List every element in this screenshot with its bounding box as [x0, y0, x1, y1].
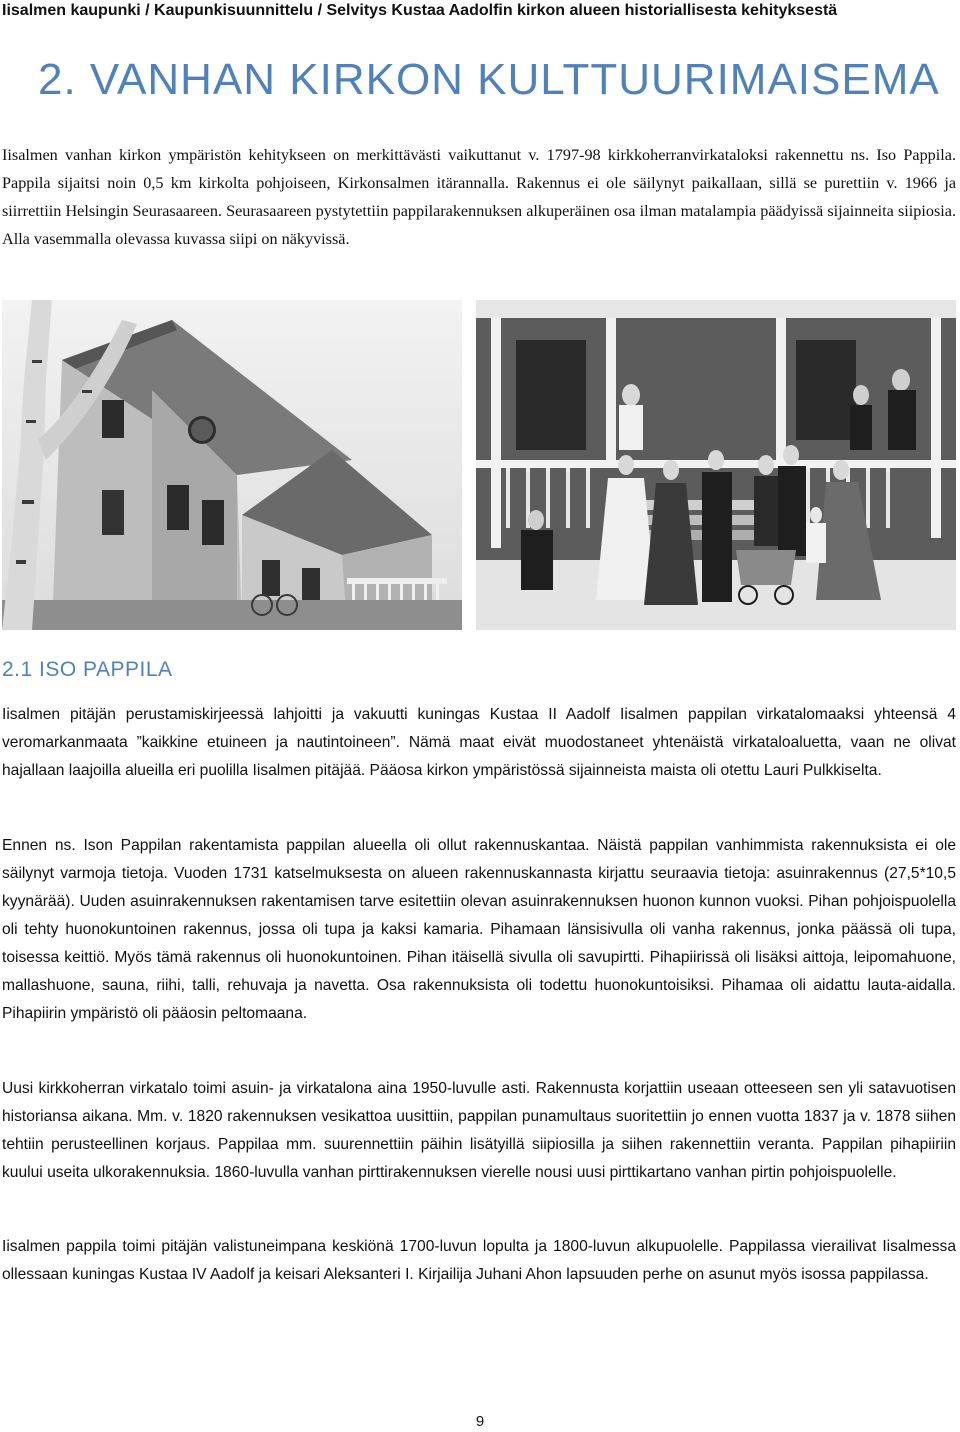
subsection-title: 2.1 ISO PAPPILA — [2, 658, 173, 681]
running-header — [0, 0, 960, 22]
family-photo-graphic — [476, 300, 956, 630]
historical-photo-parsonage-building — [2, 300, 462, 630]
body-paragraph-4: Iisalmen pappila toimi pitäjän valistuneimpana keskiönä 1700-luvun lopulta ja 1800-luvun alkupuolelle. Pappilassa vierailivat Iisalmessa ollessaan kuningas Kustaa IV Aadolf ja keisari Aleksanteri I. Kirjailija Juhani Ahon lapsuuden perhe on asunut myös isossa pappilassa. — [2, 1238, 956, 1283]
body-paragraph-1: Iisalmen pitäjän perustamiskirjeessä lahjoitti ja vakuutti kuningas Kustaa II Aadolf Iisalmen pappilan virkatalomaaksi yhteensä 4 veromarkanmaata ”kaikkine etuineen ja nautintoineen”. Nämä maat eivät muodostaneet yhtenäistä virkataloaluetta, vaan ne olivat hajallaan laajoilla alueilla eri puolilla Iisalmen pitäjää. Pääosa kirkon ympäristössä sijainneista maista oli otettu Lauri Pulkkiselta. — [2, 706, 956, 779]
intro-paragraph: Iisalmen vanhan kirkon ympäristön kehitykseen on merkittävästi vaikuttanut v. 1797-98 kirkkoherranvirkataloksi rakennettu ns. Iso Pappila. Pappila sijaitsi noin 0,5 km kirkolta pohjoiseen, Kirkonsalmen itärannalla. Rakennus ei ole säilynyt paikallaan, sillä se purettiin v. 1966 ja siirrettiin Helsingin Seurasaareen. Seurasaareen pystytettiin pappilarakennuksen alkuperäinen osa ilman matalampia päädyissä sijainneita siipiosia. Alla vasemmalla olevassa kuvassa siipi on näkyvissä. — [2, 146, 956, 248]
running-header-text: Iisalmen kaupunki / Kaupunkisuunnittelu / Selvitys Kustaa Aadolfin kirkon alueen historiallisesta kehityksestä — [2, 2, 838, 19]
body-paragraph-3: Uusi kirkkoherran virkatalo toimi asuin- ja virkatalona aina 1950-luvulle asti. Rakennusta korjattiin useaan otteeseen sen yli satavuotisen historiansa aikana. Mm. v. 1820 rakennuksen vesikattoa uusittiin, pappilan punamultaus suoritettiin jo ennen vuotta 1837 ja v. 1878 siihen tehtiin perusteellinen korjaus. Pappilaa mm. suurennettiin päihin lisätyillä siipiosilla ja siihen rakennettiin veranta. Pappilan pihapiiriin kuului useita ulkorakennuksia. 1860-luvulla vanhan pirttirakennuksen vierelle nousi uusi pirttikartano vanhan pirtin pohjoispuolelle. — [2, 1080, 956, 1181]
historical-photo-family-on-veranda — [476, 300, 956, 630]
section-title: 2. VANHAN KIRKON KULTTUURIMAISEMA — [38, 55, 940, 104]
page-number: 9 — [475, 1413, 485, 1430]
parsonage-photo-graphic — [2, 300, 462, 630]
body-paragraph-2: Ennen ns. Ison Pappilan rakentamista pappilan alueella oli ollut rakennuskantaa. Näistä pappilan vanhimmista rakennuksista ei ole säilynyt varmoja tietoja. Vuoden 1731 katselmuksesta on alueen rakennuskannasta kirjattu seuraavia tietoja: asuinrakennus (27,5*10,5 kyynärää). Uuden asuinrakennuksen rakentamisen tarve esitettiin olevan asuinrakennuksen huonon kunnon vuoksi. Pihan pohjoispuolella oli tehty huonokuntoinen rakennus, jossa oli tupa ja kaksi kamaria. Pihamaan länsisivulla oli vanha rakennus, jonka päässä oli tupa, toisessa keittiö. Myös tämä rakennus oli huonokuntoinen. Pihan itäisellä sivulla oli savupirtti. Pihapiirissä oli lisäksi aittoja, leipomahuone, mallashuone, sauna, riihi, talli, rehuvaja ja navetta. Osa rakennuksista oli todettu huonokuntoisiksi. Pihamaa oli aidattu lauta-aidalla. Pihapiirin ympäristö oli pääosin peltomaana. — [2, 837, 956, 1022]
